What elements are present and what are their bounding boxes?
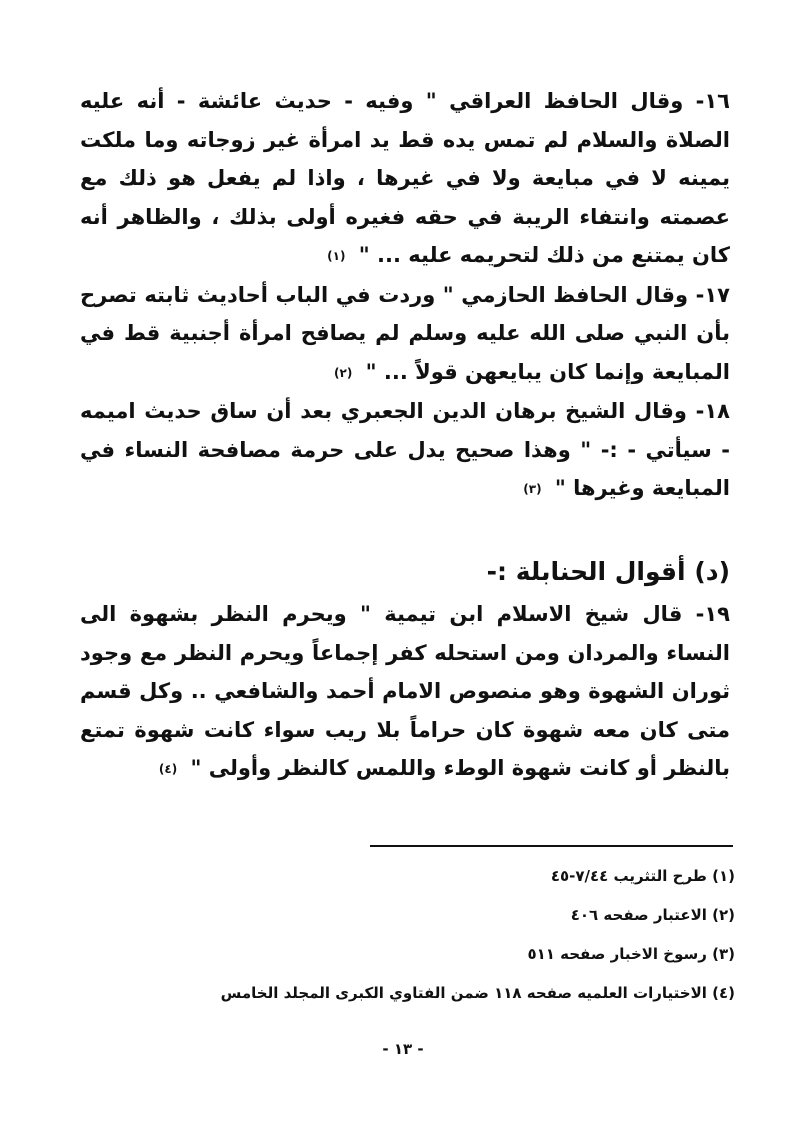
page-number: - ١٣ - [382,1040,424,1058]
paragraph-18 [80,392,730,509]
footnote-divider [370,845,733,847]
footnote-ref: (٣) [523,482,542,496]
section-text [80,595,730,789]
paragraph-17 [80,276,730,393]
paragraph-text: ١٦- وقال الحافظ العراقي " وفيه - حديث عائشة - أنه عليه الصلاة والسلام لم تمس يده قط يد امرأة غير زوجاته وما ملكت يمينه لا في مبايعة ولا في غيرها ، واذا لم يفعل هو ذلك مع عصمته وانتفاء الريبة في حقه فغيره أولى بذلك ، والظاهر أنه كان يمتنع من ذلك لتحريمه عليه ... " [80,89,730,267]
footnotes [80,866,735,1022]
paragraph-19 [80,595,730,789]
paragraph-text: ١٧- وقال الحافظ الحازمي " وردت في الباب أحاديث ثابته تصرح بأن النبي صلى الله عليه وسلم لم يصافح امرأة أجنبية قط في المبايعة وإنما كان يبايعهن قولاً ... " [80,282,730,384]
paragraph-16 [80,82,730,276]
paragraph-text: ١٨- وقال الشيخ برهان الدين الجعبري بعد أن ساق حديث اميمه - سيأتي - :- " وهذا صحيح يدل على حرمة مصافحة النساء في المبايعة وغيرها " [80,399,730,500]
footnote-ref: (٤) [158,762,178,776]
footnote-ref: (١) [327,249,346,263]
footnote-4: (٤) الاختيارات العلميه صفحه ١١٨ ضمن الفتاوي الكبرى المجلد الخامس [220,984,735,1002]
footnote-ref: (٢) [334,365,353,380]
main-text [80,82,730,509]
footnote-1: (١) طرح التثريب ٧/٤٤-٤٥ [550,867,735,885]
paragraph-text: ١٩- قال شيخ الاسلام ابن تيمية " ويحرم النظر بشهوة الى النساء والمردان ومن استحله كفر إجماعاً ويحرم النظر مع وجود ثوران الشهوة وهو منصوص الامام أحمد والشافعي .. وكل قسم متى كان معه شهوة كان حراماً بلا ريب سواء كانت شهوة تمتع بالنظر أو كانت شهوة الوطء واللمس كالنظر وأولى " [80,602,730,780]
footnote-2: (٢) الاعتبار صفحه ٤٠٦ [570,906,735,924]
section-heading: (د) أقوال الحنابلة :- [486,557,730,586]
footnote-3: (٣) رسوخ الاخبار صفحه ٥١١ [527,945,735,963]
